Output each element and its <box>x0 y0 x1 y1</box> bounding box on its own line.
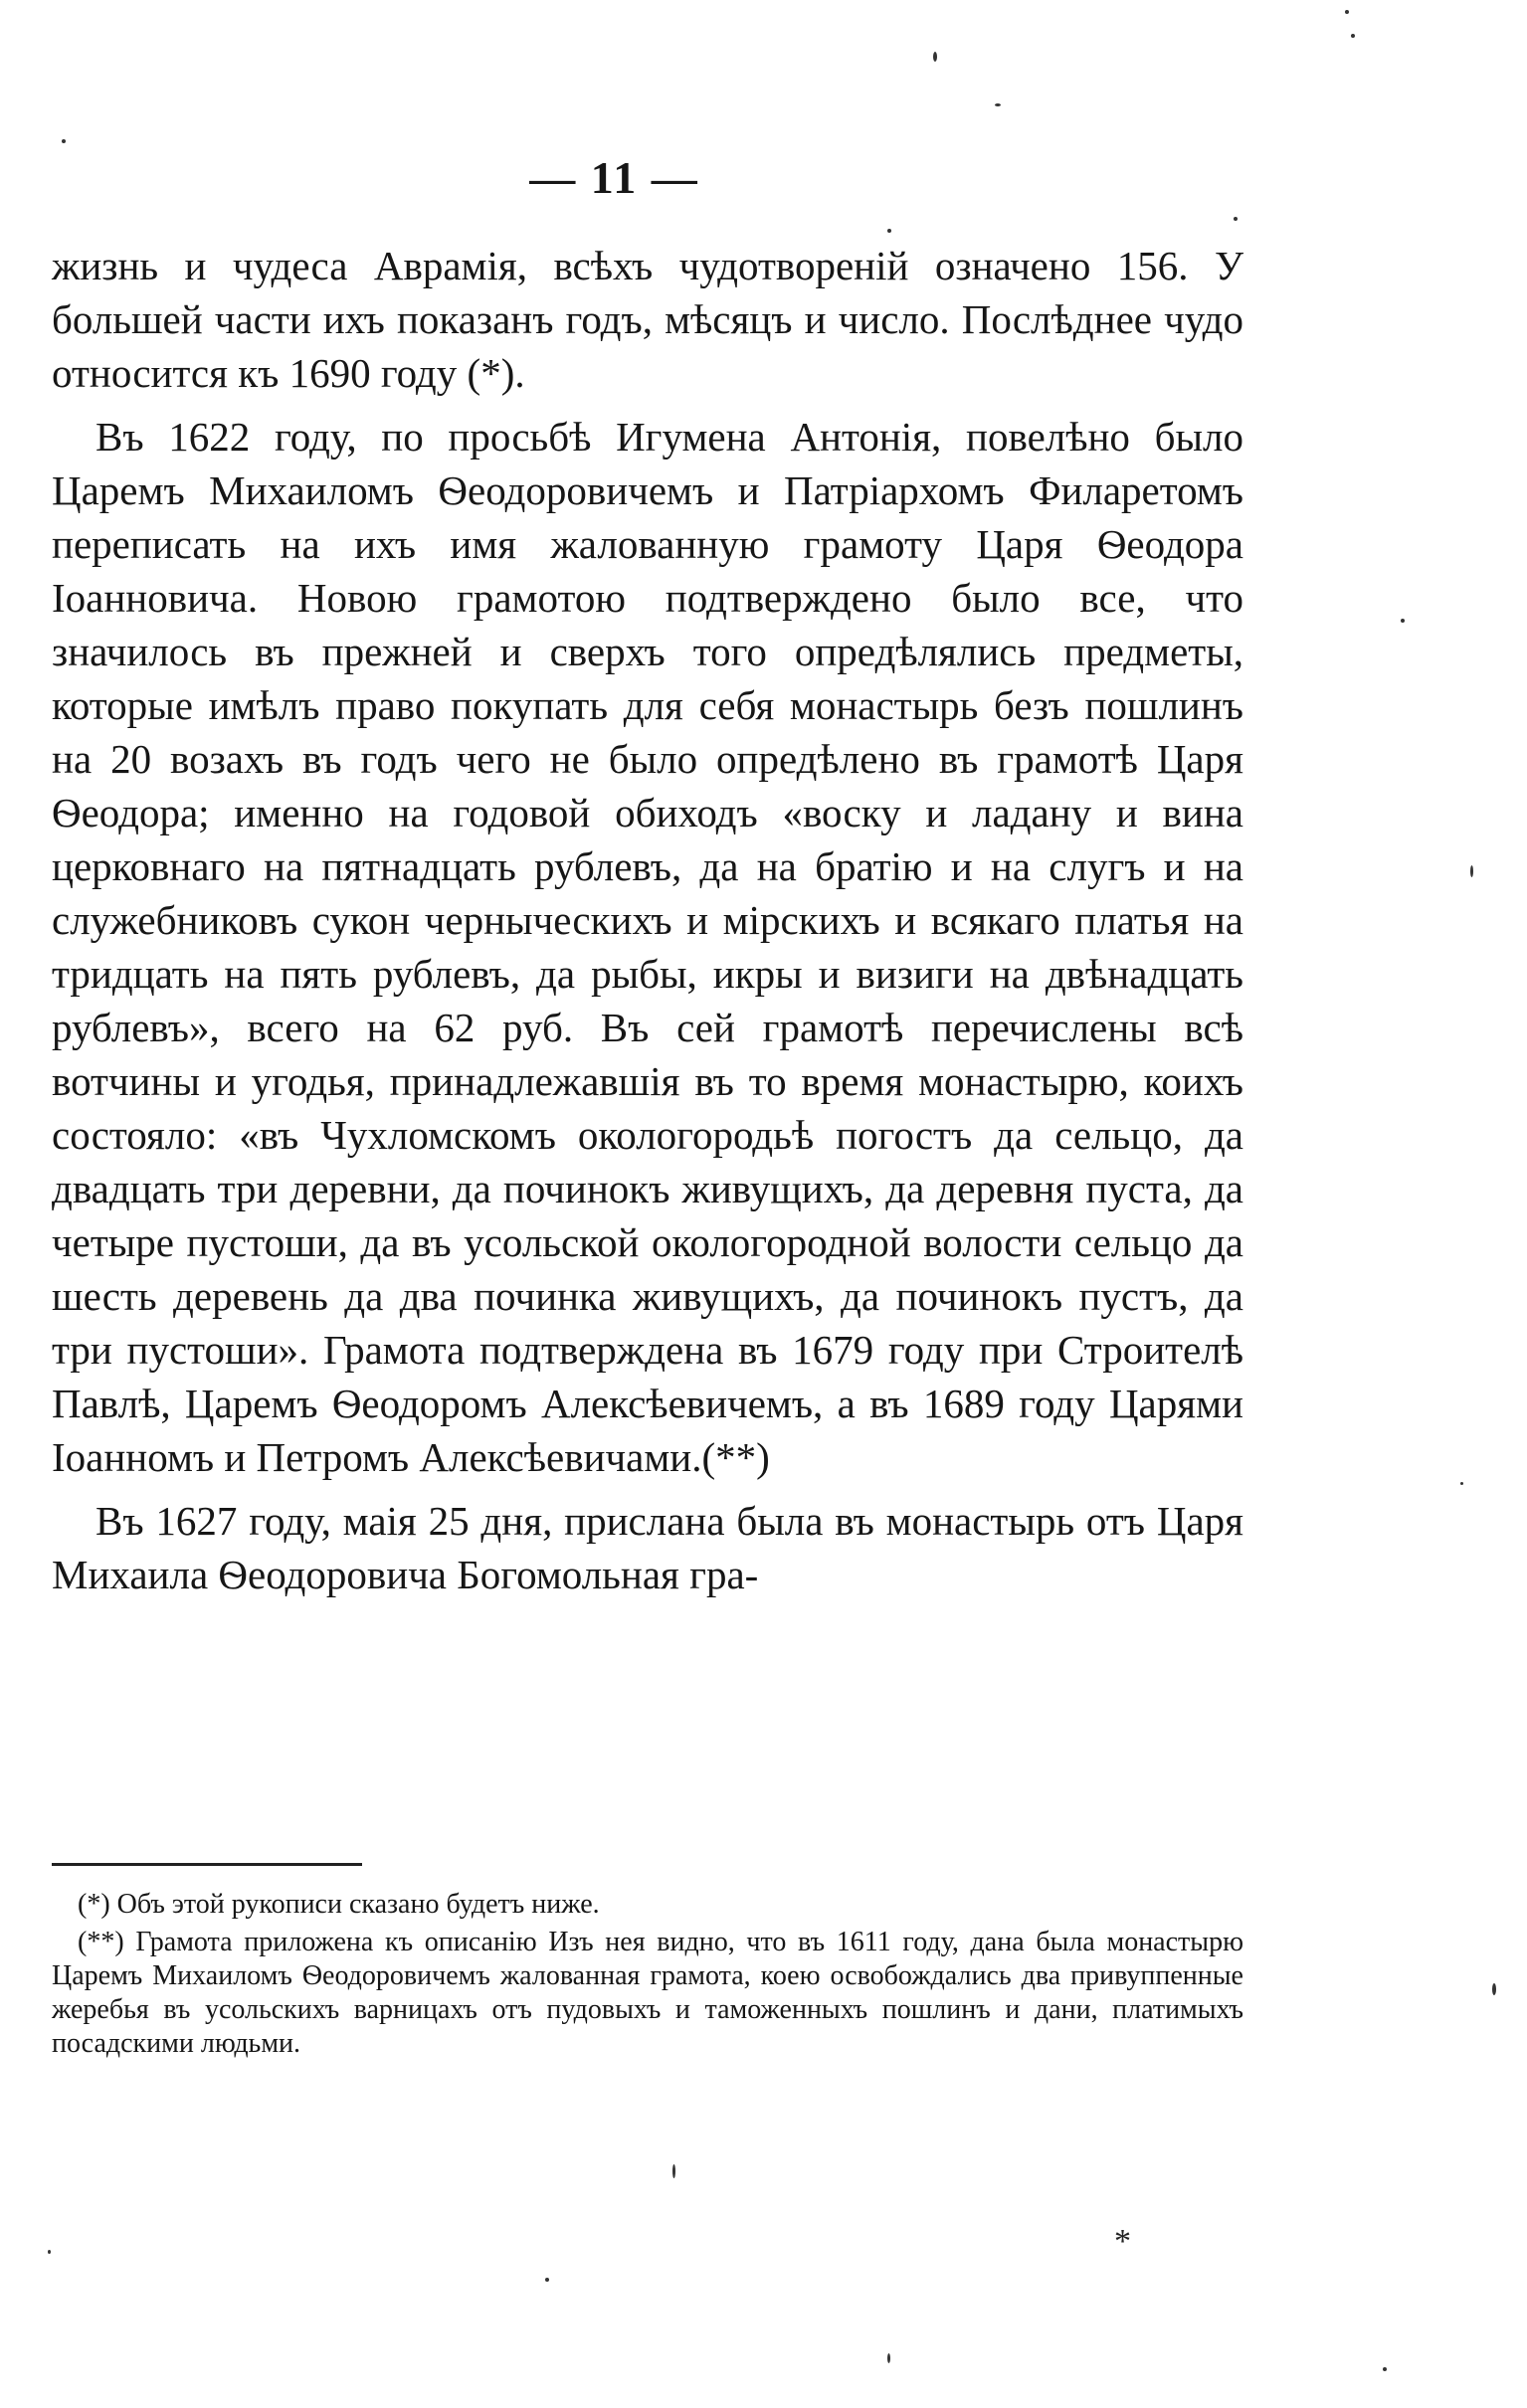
scan-speck <box>1492 1983 1496 1995</box>
paragraph-2: Въ 1622 году, по просьбѣ Игумена Антонія, повелѣно было Царемъ Михаиломъ Ѳеодоровичемъ и Патріархомъ Филаретомъ переписать на ихъ имя жалованную грамоту Царя Ѳеодора Іоанновича. Новою грамотою подтверждено было все, что значилось въ прежней и сверхъ того опредѣлялись предметы, которые имѣлъ право покупать для себя монастырь безъ пошлинъ на 20 возахъ въ годъ чего не было опредѣлено въ грамотѣ Царя Ѳеодора; именно на годовой обиходъ «воску и ладану и вина церковнаго на пятнадцать рублевъ, да на братію и на слугъ и на служебниковъ сукон черныческихъ и мірскихъ и всякаго платья на тридцать на пять рублевъ, да рыбы, икры и визиги на двѣнадцать рублевъ», всего на 62 руб. Въ сей грамотѣ перечислены всѣ вотчины и угодья, принадлежавшія въ то время монастырю, коихъ состояло: «въ Чухломскомъ окологородьѣ погостъ да сельцо, да двадцать три деревни, да починокъ живущихъ, да деревня пуста, да четыре пустоши, да въ усольской окологородной волости сельцо да шесть деревень да два починка живущихъ, да починокъ пустъ, да три пустоши». Грамота подтверждена въ 1679 году при Строителѣ Павлѣ, Царемъ Ѳеодоромъ Алексѣевичемъ, а въ 1689 году Царями Іоанномъ и Петромъ Алексѣевичами.(**) <box>52 414 1243 1480</box>
scan-speck <box>1470 865 1473 877</box>
footnote-2: (**) Грамота приложена къ описанію Изъ нея видно, что въ 1611 году, дана была монастырю Царемъ Михаиломъ Ѳеодоровичемъ жалованная грамота, коею освобождались два привуппенные жеребья въ усольскихъ варницахъ отъ пудовыхъ и таможенныхъ пошлинъ и дани, платимыхъ посадскими людьми. <box>52 1927 1243 2059</box>
scan-speck <box>933 52 937 62</box>
scan-speck <box>887 2353 890 2363</box>
page-number: — 11 — <box>529 152 699 203</box>
scan-speck <box>62 139 66 143</box>
stray-asterisk-mark: * <box>1114 2223 1131 2260</box>
scan-speck <box>672 2164 675 2178</box>
paragraph-1: жизнь и чудеса Аврамія, всѣхъ чудотвореній означено 156. У большей части ихъ показанъ годъ, мѣсяцъ и число. Послѣднее чудо относится къ 1690 году (*). <box>52 243 1243 396</box>
scan-speck <box>1351 34 1355 38</box>
footnotes <box>52 1888 1243 2065</box>
scan-speck <box>1345 10 1349 14</box>
scan-speck <box>887 229 891 233</box>
scan-speck <box>1460 1482 1463 1485</box>
scan-speck <box>995 103 1001 106</box>
scan-speck <box>48 2250 51 2254</box>
footnote-divider <box>52 1863 362 1866</box>
main-text <box>52 239 1243 1601</box>
footnote-1: (*) Объ этой рукописи сказано будетъ ниже. <box>78 1889 600 1920</box>
scan-speck <box>1401 619 1405 623</box>
scan-speck <box>1383 2367 1387 2371</box>
paragraph-3: Въ 1627 году, маія 25 дня, прислана была въ монастырь отъ Царя Михаила Ѳеодоровича Богомольная гра- <box>52 1498 1243 1597</box>
scan-speck <box>545 2278 549 2282</box>
scan-speck <box>1234 217 1238 221</box>
